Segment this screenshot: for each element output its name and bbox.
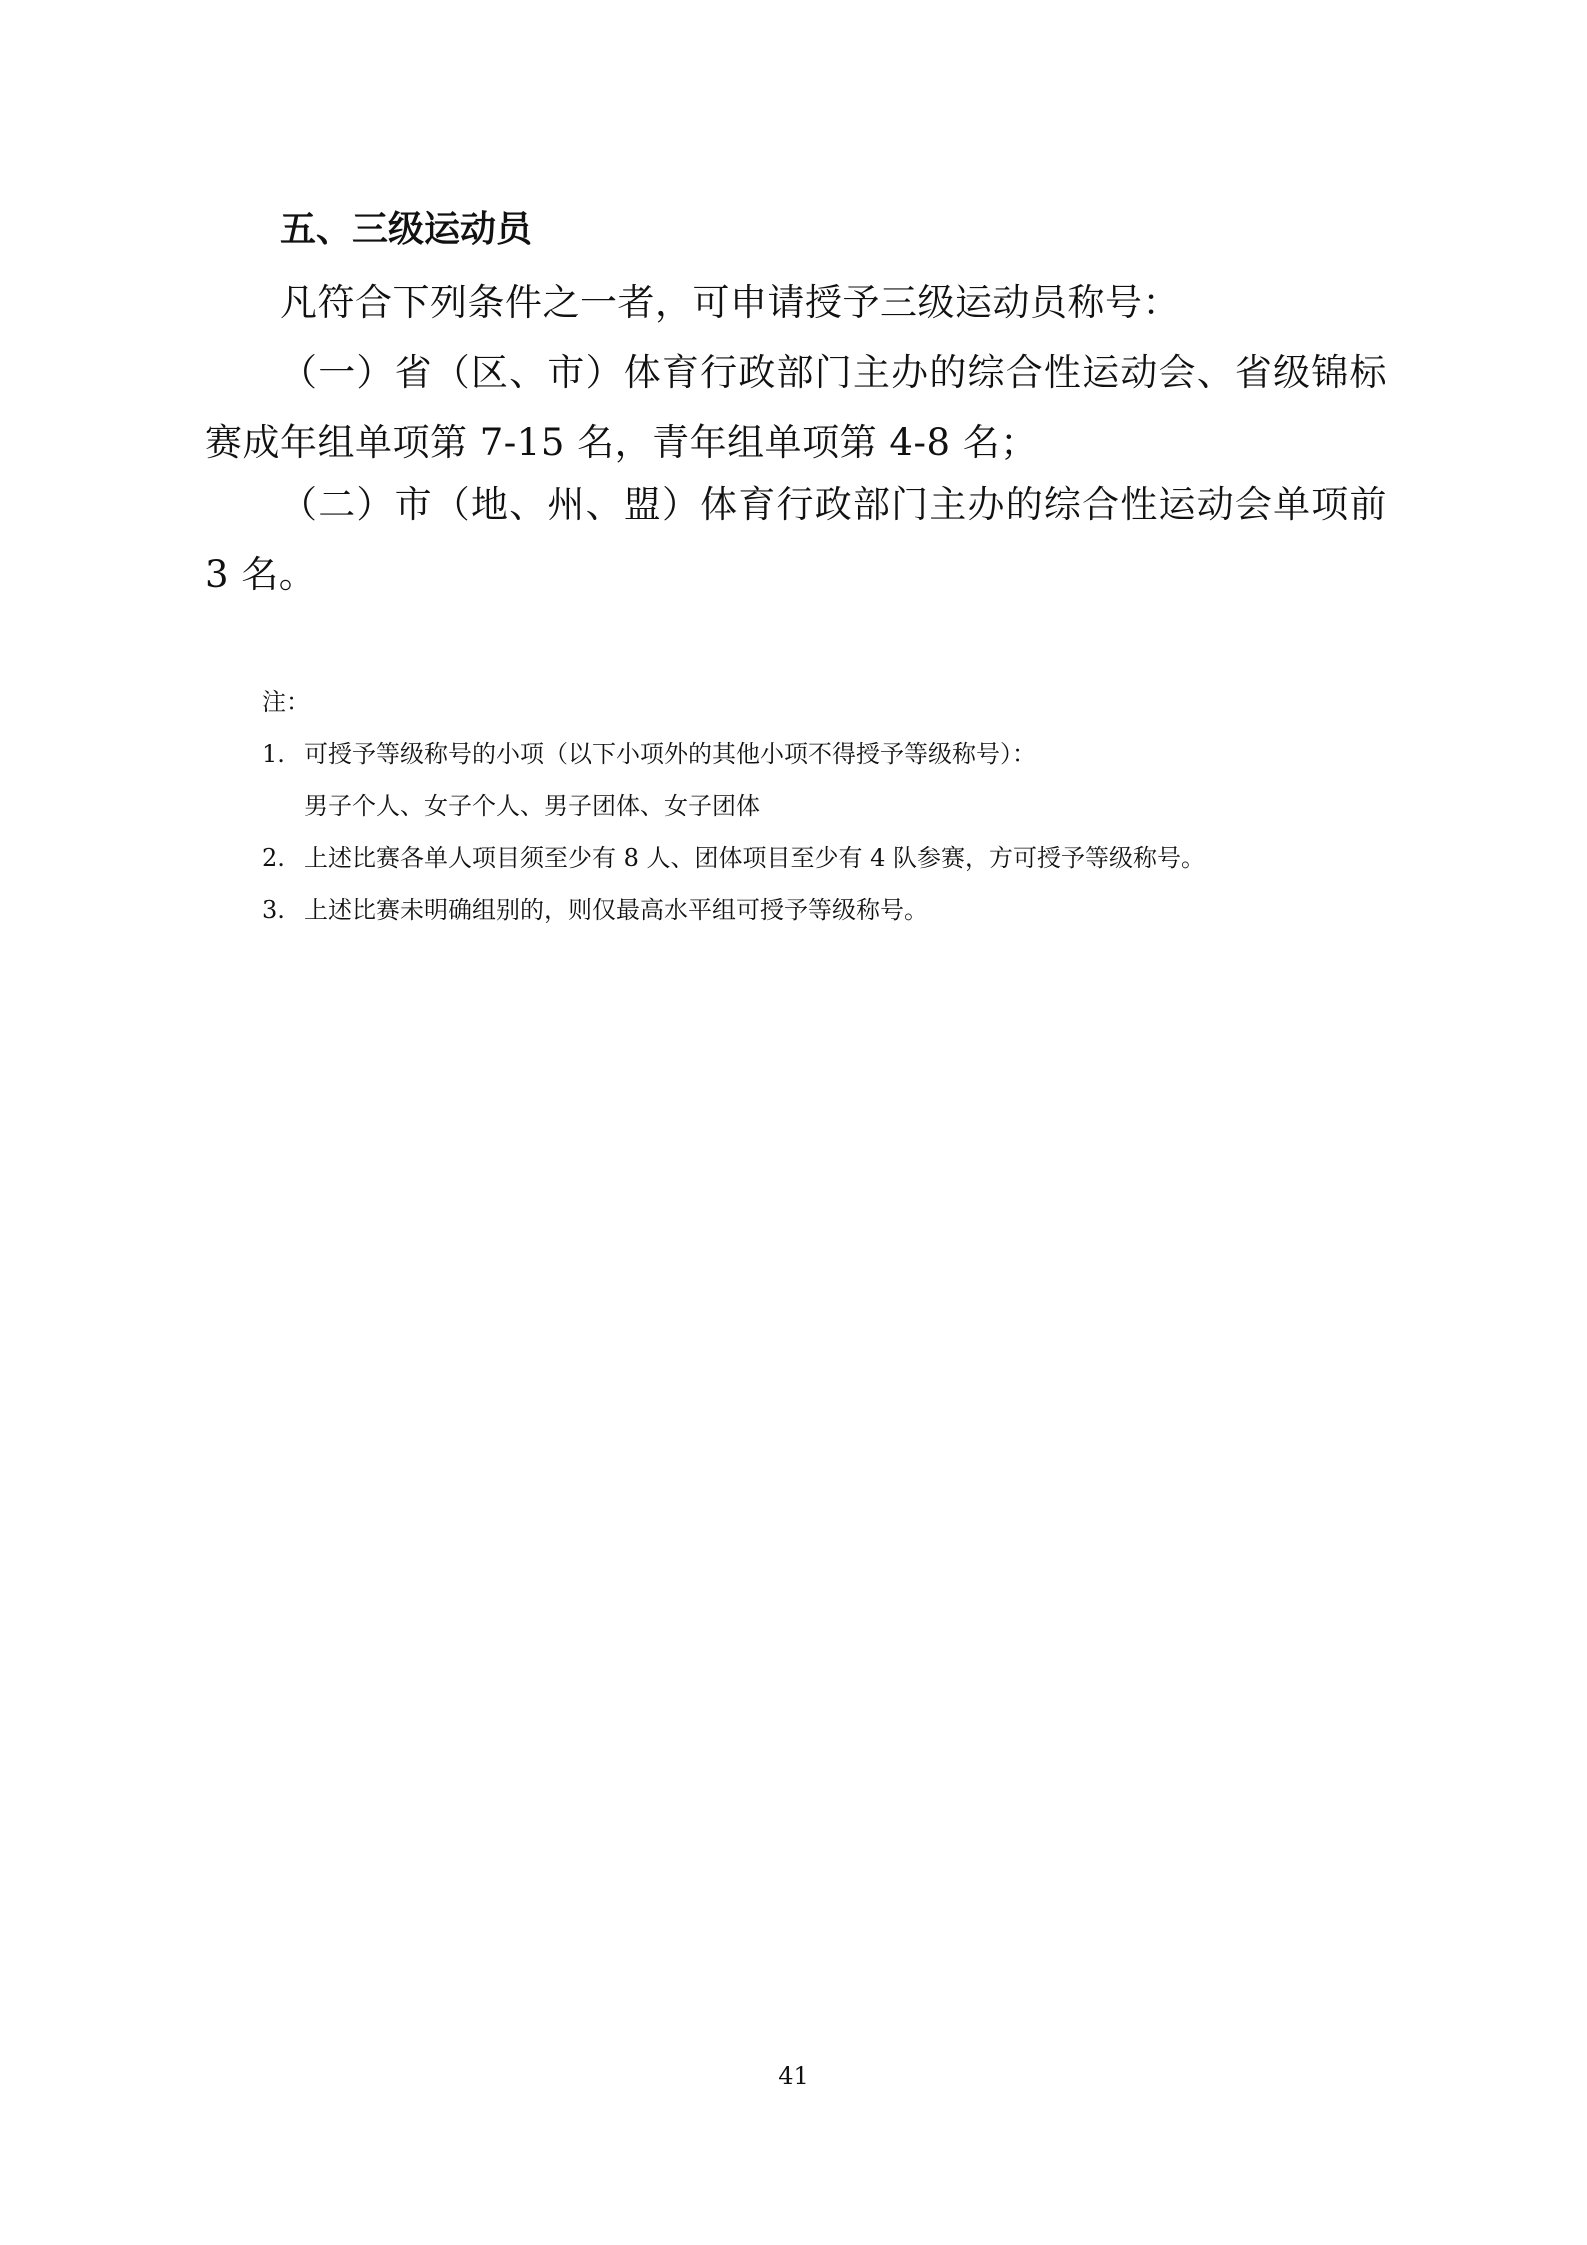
note-number: 1.	[262, 740, 285, 768]
note-text: 可授予等级称号的小项（以下小项外的其他小项不得授予等级称号）：	[304, 740, 1036, 768]
note-text: 上述比赛各单人项目须至少有 8 人、团体项目至少有 4 队参赛，方可授予等级称号。	[304, 844, 1206, 872]
note-text: 上述比赛未明确组别的，则仅最高水平组可授予等级称号。	[304, 896, 928, 924]
page-number: 41	[778, 2062, 809, 2090]
intro-paragraph: 凡符合下列条件之一者，可申请授予三级运动员称号：	[280, 281, 1180, 324]
note-item-3	[262, 884, 1362, 936]
condition-item-1: （一）省（区、市）体育行政部门主办的综合性运动会、省级锦标赛成年组单项第 7-15 名，青年组单项第 4-8 名；	[205, 351, 1387, 464]
note-subitems: 男子个人、女子个人、男子团体、女子团体	[304, 792, 760, 820]
notes-block	[262, 676, 1362, 936]
note-item-2	[262, 832, 1362, 884]
section-heading: 五、三级运动员	[280, 209, 533, 250]
note-number: 3.	[262, 896, 285, 924]
note-item-1	[262, 728, 1362, 780]
condition-item-2: （二）市（地、州、盟）体育行政部门主办的综合性运动会单项前 3 名。	[205, 483, 1387, 596]
note-number: 2.	[262, 844, 285, 872]
notes-title: 注：	[262, 688, 310, 716]
